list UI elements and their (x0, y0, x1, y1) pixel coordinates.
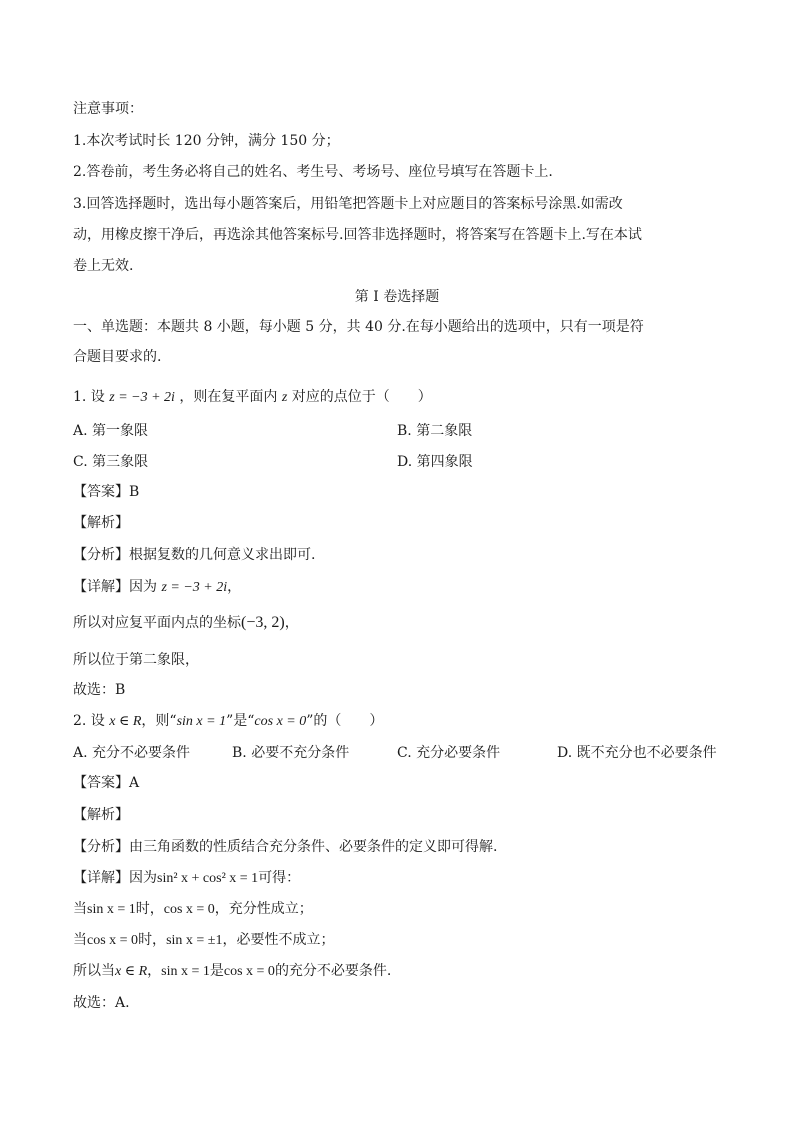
line-expression: sin x = 1 (161, 964, 210, 979)
question-1-tail: 对应的点位于（ ） (291, 389, 432, 405)
answer-value: A (129, 775, 140, 791)
question-1-option-d: D. 第四象限 (397, 454, 473, 470)
fenxi-text: 根据复数的几何意义求出即可. (129, 547, 316, 563)
question-2-option-c: C. 充分必要条件 (397, 745, 501, 761)
section-intro-line-1: 一、单选题：本题共 8 小题，每小题 5 分，共 40 分.在每小题给出的选项中，只有一项是符 (73, 319, 644, 335)
answer-label: 【答案】 (73, 484, 129, 500)
coordinate-punct: ， (284, 615, 299, 631)
line-text: ， (147, 963, 162, 979)
question-2-fenxi (73, 837, 497, 857)
xiangjie-expression: sin² x + cos² x = 1 (157, 871, 259, 886)
line-text: 的充分不必要条件. (274, 963, 392, 979)
notice-item-1: 1.本次考试时长 120 分钟，满分 150 分； (73, 133, 340, 149)
line-text: ，充分性成立； (214, 901, 313, 917)
question-2-text-1: ，则“ (141, 713, 177, 729)
xiangjie-label: 【详解】 (73, 579, 129, 595)
question-2-choose: 故选：A. (73, 995, 130, 1011)
question-2-expression-3: cos x = 0 (254, 714, 307, 729)
question-2-expression-2: sin x = 1 (176, 714, 227, 729)
line-text: 时， (138, 932, 167, 948)
line-text: 当 (73, 932, 87, 948)
xiangjie-text: 因为 (129, 870, 157, 886)
line-text: 所以当 (73, 963, 115, 979)
question-1-number: 1. 设 (73, 389, 105, 405)
section-title: 第 I 卷选择题 (354, 289, 440, 305)
question-2-option-b: B. 必要不充分条件 (232, 745, 350, 761)
answer-value: B (129, 484, 140, 500)
question-1-xiangjie (73, 577, 241, 598)
question-2-expression-1: x ∈ R (109, 714, 142, 729)
question-1-stem (73, 387, 432, 408)
xiangjie-expression: z = −3 + 2i (161, 580, 228, 595)
notice-item-3-line-2: 动，用橡皮擦干净后，再选涂其他答案标号.回答非选择题时，将答案写在答题卡上.写在本试 (73, 227, 642, 243)
xiangjie-punct: ， (227, 579, 242, 595)
line-expression: cos x = 0 (223, 964, 275, 979)
line-expression: sin x = 1 (87, 902, 136, 917)
notice-item-3-line-1: 3.回答选择题时，选出每小题答案后，用铅笔把答题卡上对应题目的答案标号涂黑.如需改 (73, 196, 623, 212)
question-1-option-a: A. 第一象限 (73, 423, 149, 439)
section-intro-line-2: 合题目要求的. (73, 349, 162, 365)
question-1-fenxi (73, 545, 315, 565)
question-2-analysis-label: 【解析】 (73, 807, 129, 823)
xiangjie-tail: 可得： (258, 870, 301, 886)
coordinate-value: (−3, 2) (241, 614, 285, 631)
question-2-answer (73, 773, 139, 793)
question-1-answer (73, 482, 139, 502)
fenxi-text: 由三角函数的性质结合充分条件、必要条件的定义即可得解. (129, 839, 498, 855)
question-2-stem (73, 711, 383, 732)
xiangjie-text: 因为 (129, 579, 157, 595)
line-expression: sin x = ±1 (166, 933, 223, 948)
question-1-option-c: C. 第三象限 (73, 454, 149, 470)
line-text: ，必要性不成立； (222, 932, 335, 948)
question-2-line-1 (73, 899, 313, 920)
question-2-xiangjie (73, 868, 300, 889)
question-2-tail: ”的（ ） (306, 713, 384, 729)
fenxi-label: 【分析】 (73, 547, 129, 563)
coordinate-text: 所以对应复平面内点的坐标 (73, 615, 241, 631)
line-expression: cos x = 0 (163, 902, 215, 917)
line-text: 时， (135, 901, 164, 917)
answer-label: 【答案】 (73, 775, 129, 791)
fenxi-label: 【分析】 (73, 839, 129, 855)
question-1-quadrant-line: 所以位于第二象限， (73, 652, 199, 668)
line-expression: x ∈ R (115, 964, 148, 979)
line-expression: cos x = 0 (87, 933, 139, 948)
question-2-option-d: D. 既不充分也不必要条件 (557, 745, 717, 761)
question-1-expression: z = −3 + 2i (109, 390, 175, 405)
notice-item-3-line-3: 卷上无效. (73, 258, 134, 274)
question-2-option-a: A. 充分不必要条件 (73, 745, 191, 761)
question-2-line-2 (73, 930, 334, 951)
question-1-text: ，则在复平面内 (179, 389, 278, 405)
notice-title: 注意事项： (73, 101, 143, 117)
question-1-option-b: B. 第二象限 (397, 423, 473, 439)
question-2-line-3 (73, 961, 391, 982)
question-2-number: 2. 设 (73, 713, 105, 729)
question-1-variable: z (281, 390, 288, 405)
question-1-analysis-label: 【解析】 (73, 515, 129, 531)
line-text: 是 (209, 963, 224, 979)
question-1-coordinate-line (73, 613, 299, 633)
question-2-text-2: ”是“ (226, 713, 255, 729)
line-text: 当 (73, 901, 87, 917)
xiangjie-label: 【详解】 (73, 870, 129, 886)
question-1-choose: 故选：B (73, 682, 126, 698)
notice-item-2: 2.答卷前，考生务必将自己的姓名、考生号、考场号、座位号填写在答题卡上. (73, 164, 553, 180)
